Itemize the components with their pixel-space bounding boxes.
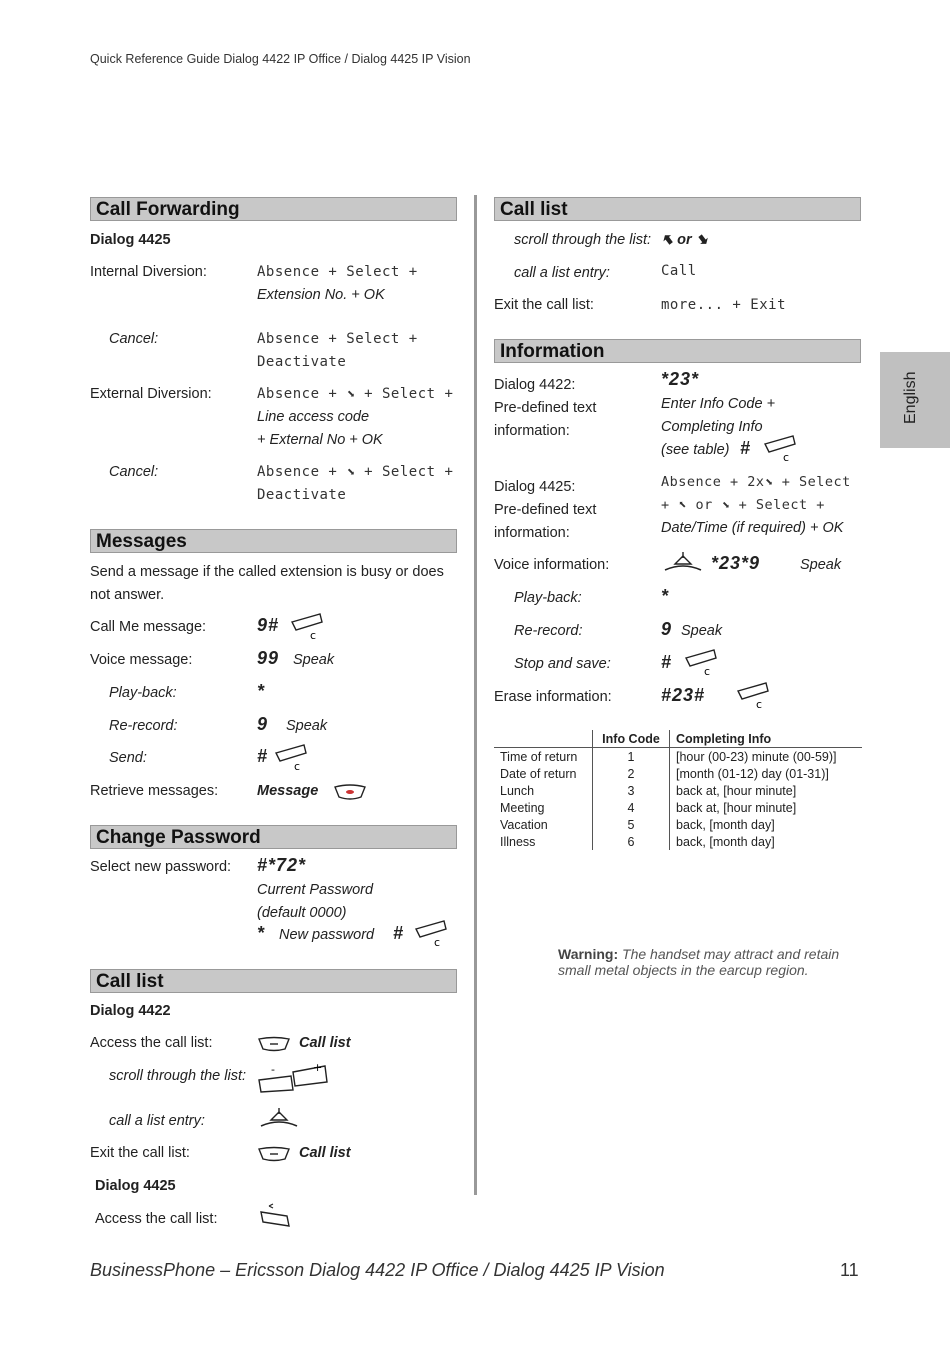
voice-message-speak: Speak (293, 652, 335, 668)
table-cell: [month (01-12) day (01-31)] (676, 766, 829, 781)
exit-call-list-label: Exit the call list: (90, 1145, 190, 1161)
table-row (494, 765, 862, 782)
warning-label: Warning: (558, 946, 619, 962)
info-4422-label-l3: information: (494, 423, 570, 439)
table-cell: Meeting (494, 799, 593, 816)
voice-message-label: Voice message: (90, 652, 193, 668)
r-scroll-list-label: scroll through the list: (514, 232, 652, 248)
table-cell: Vacation (494, 816, 593, 833)
off-hook-icon (257, 1106, 301, 1130)
call-list-entry-label: call a list entry: (109, 1113, 205, 1129)
cancel-internal-step1: Absence + Select + (257, 331, 418, 347)
info-rerecord-speak: Speak (681, 623, 723, 639)
column-divider (474, 195, 477, 1195)
info-4425-label-l2: Pre-defined text (494, 502, 597, 518)
msg-rerecord-speak: Speak (286, 718, 328, 734)
section-call-forwarding-title: Call Forwarding (90, 197, 457, 221)
info-4422-step3: Completing Info (661, 419, 763, 435)
messages-intro-line1: Send a message if the called extension is busy or does (90, 564, 444, 580)
call-list-4422-subtitle: Dialog 4422 (90, 1003, 171, 1019)
language-tab-label: English (902, 371, 919, 424)
table-cell: 3 (593, 782, 670, 799)
table-cell: Date of return (494, 765, 593, 782)
info-4425-step3: Date/Time (if required) + OK (661, 520, 844, 536)
page-number: 11 (840, 1260, 859, 1280)
left-arrow-key-icon (257, 1202, 293, 1228)
page-header: Quick Reference Guide Dialog 4422 IP Office / Dialog 4425 IP Vision (90, 52, 471, 66)
retrieve-messages-label: Retrieve messages: (90, 783, 219, 799)
info-stop-label: Stop and save: (514, 656, 611, 672)
table-cell: 2 (593, 765, 670, 782)
info-4425-step2: + ⬉ or ⬊ + Select + (661, 497, 825, 513)
internal-diversion-label: Internal Diversion: (90, 264, 207, 280)
new-password-label: Select new password: (90, 859, 232, 875)
new-password-text: New password (279, 927, 375, 943)
table-cell: 5 (593, 816, 670, 833)
new-password-keys: #*72* (257, 855, 307, 875)
table-row (494, 816, 862, 833)
section-change-password-title: Change Password (90, 825, 457, 849)
section-call-list-right-title: Call list (494, 197, 861, 221)
svg-text:c: c (294, 760, 301, 771)
table-header-cell (494, 730, 593, 748)
info-rerecord-key: 9 (661, 619, 673, 639)
table-cell: 6 (593, 833, 670, 850)
retrieve-messages-word: Message (257, 783, 319, 799)
table-cell: Time of return (494, 748, 593, 766)
r-exit-list-value: more... + Exit (661, 297, 787, 313)
erase-info-keys: #23# (661, 685, 706, 705)
table-cell: 4 (593, 799, 670, 816)
msg-playback-key: * (257, 681, 266, 701)
table-cell: back at, [hour minute] (676, 783, 797, 798)
new-password-star-key: * (257, 923, 266, 943)
current-password-text: Current Password (257, 882, 374, 898)
r-exit-list-label: Exit the call list: (494, 297, 594, 313)
clear-key-icon (274, 743, 310, 771)
table-row (494, 782, 862, 799)
table-row (494, 799, 862, 816)
voice-message-keys: 99 (257, 648, 280, 668)
info-rerecord-label: Re-record: (514, 623, 583, 639)
info-4422-label-l1: Dialog 4422: (494, 377, 576, 393)
info-4422-label-l2: Pre-defined text (494, 400, 597, 416)
external-diversion-step3: + External No + OK (257, 432, 383, 448)
call-list-4425-subtitle: Dialog 4425 (95, 1178, 176, 1194)
info-4422-keys: *23* (661, 369, 700, 389)
voice-info-speak: Speak (800, 557, 842, 573)
erase-info-label: Erase information: (494, 689, 612, 705)
cancel-internal-label: Cancel: (109, 331, 159, 347)
table-cell: [hour (00-23) minute (00-59)] (676, 749, 837, 764)
table-header-row (494, 730, 862, 748)
svg-text:c: c (783, 451, 790, 462)
warning-note (558, 946, 848, 978)
info-4425-label-l1: Dialog 4425: (494, 479, 576, 495)
external-diversion-step2: Line access code (257, 409, 370, 425)
cancel-external-step1: Absence + ⬊ + Select + (257, 464, 454, 480)
msg-rerecord-label: Re-record: (109, 718, 178, 734)
table-cell: 1 (593, 748, 670, 766)
info-playback-key: * (661, 586, 670, 606)
message-key-icon (333, 783, 367, 801)
table-cell: Lunch (494, 782, 593, 799)
info-4422-hash-key: # (740, 438, 752, 458)
table-cell: back, [month day] (676, 817, 775, 832)
msg-rerecord-key: 9 (257, 714, 269, 734)
external-diversion-step1: Absence + ⬊ + Select + (257, 386, 454, 402)
voice-info-label: Voice information: (494, 557, 610, 573)
voice-info-keys: *23*9 (711, 553, 761, 573)
info-4425-label-l3: information: (494, 525, 570, 541)
table-cell: back at, [hour minute] (676, 800, 797, 815)
svg-text:c: c (310, 629, 317, 640)
r-call-entry-label: call a list entry: (514, 265, 610, 281)
footer-title: BusinessPhone – Ericsson Dialog 4422 IP Office / Dialog 4425 IP Vision (90, 1260, 665, 1280)
section-information-title: Information (494, 339, 861, 363)
clear-key-icon (736, 681, 772, 709)
call-list-key-icon (257, 1036, 291, 1052)
volume-keys-icon (257, 1062, 329, 1094)
exit-call-list-word: Call list (299, 1145, 351, 1161)
info-4425-step1: Absence + 2x⬊ + Select (661, 474, 851, 490)
table-header-cell: Completing Info (670, 730, 863, 748)
scroll-list-label: scroll through the list: (109, 1068, 247, 1084)
cancel-internal-step2: Deactivate (257, 354, 347, 370)
info-4422-step4: (see table) (661, 442, 730, 458)
cancel-external-step2: Deactivate (257, 487, 347, 503)
table-header-cell: Info Code (593, 730, 670, 748)
info-stop-key: # (661, 652, 673, 672)
callme-keys: 9# (257, 615, 280, 635)
r-scroll-list-value: ⬉ or ⬊ (661, 232, 708, 248)
svg-text:+: + (313, 1062, 323, 1074)
off-hook-icon (661, 550, 705, 574)
new-password-hash-key: # (393, 923, 405, 943)
table-row (494, 748, 862, 766)
default-password-text: (default 0000) (257, 905, 347, 921)
info-playback-label: Play-back: (514, 590, 582, 606)
messages-intro-line2: not answer. (90, 587, 165, 603)
cancel-external-label: Cancel: (109, 464, 159, 480)
internal-diversion-step2: Extension No. + OK (257, 287, 385, 303)
table-cell: Illness (494, 833, 593, 850)
table-cell: back, [month day] (676, 834, 775, 849)
clear-key-icon (684, 648, 720, 676)
callme-label: Call Me message: (90, 619, 207, 635)
access-call-list-label: Access the call list: (90, 1035, 213, 1051)
section-call-list-left-title: Call list (90, 969, 457, 993)
access-call-list-4425-label: Access the call list: (95, 1211, 218, 1227)
external-diversion-label: External Diversion: (90, 386, 212, 402)
msg-playback-label: Play-back: (109, 685, 177, 701)
svg-text:c: c (434, 936, 441, 947)
msg-send-label: Send: (109, 750, 147, 766)
language-tab (880, 352, 950, 448)
clear-key-icon (763, 434, 799, 462)
access-call-list-word: Call list (299, 1035, 351, 1051)
r-call-entry-value: Call (661, 263, 697, 279)
clear-key-icon (414, 919, 450, 947)
call-list-key-icon (257, 1146, 291, 1162)
svg-text:-: - (271, 1063, 275, 1076)
msg-send-key: # (257, 746, 269, 766)
info-code-table (494, 730, 862, 850)
svg-text:c: c (704, 665, 711, 676)
section-messages-title: Messages (90, 529, 457, 553)
table-row (494, 833, 862, 850)
clear-key-icon (290, 612, 326, 640)
internal-diversion-step1: Absence + Select + (257, 264, 418, 280)
warning-text: The handset may attract and retain small metal objects in the earcup region. (558, 946, 840, 978)
call-forwarding-subtitle: Dialog 4425 (90, 232, 171, 248)
svg-text:c: c (756, 698, 763, 709)
info-4422-step2: Enter Info Code + (661, 396, 776, 412)
